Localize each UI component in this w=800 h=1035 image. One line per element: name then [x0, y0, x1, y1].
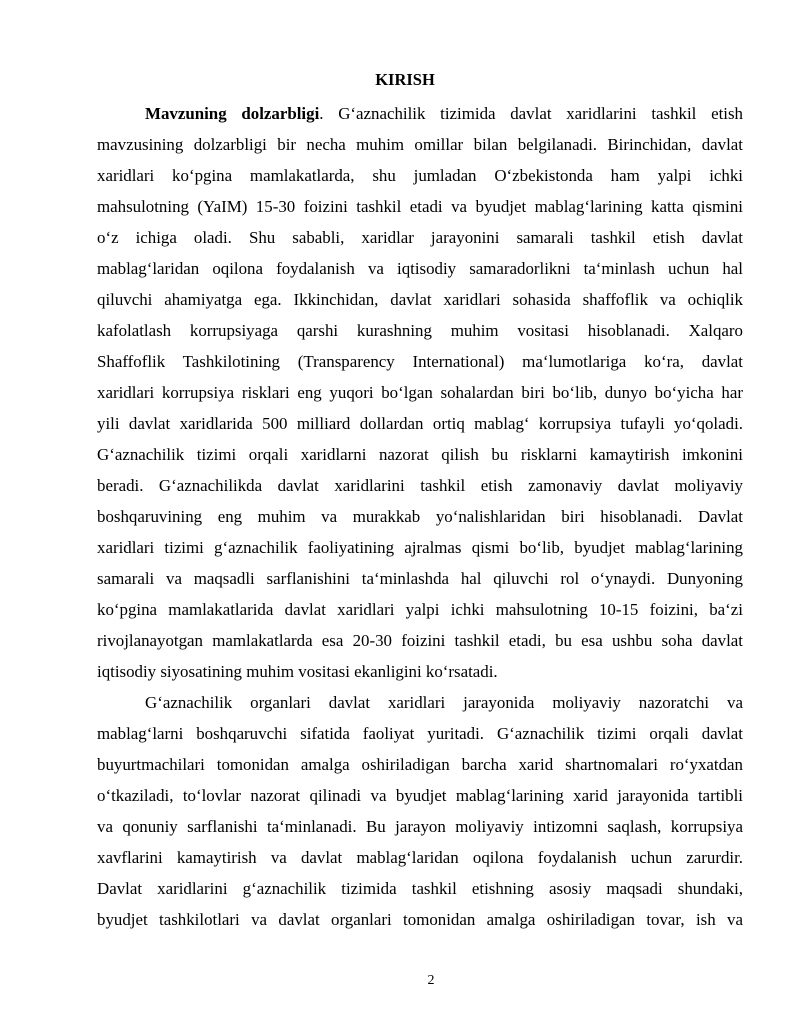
body-text	[97, 98, 743, 935]
paragraph-1-line: xaridlari ko‘pgina mamlakatlarda, shu jumladan O‘zbekistonda ham yalpi ichki	[97, 166, 743, 185]
paragraph-1-line: o‘z ichiga oladi. Shu sababli, xaridlar jarayonini samarali tashkil etish davlat	[97, 228, 743, 247]
paragraph-1-line: mablag‘laridan oqilona foydalanish va iqtisodiy samaradorlikni ta‘minlash uchun hal	[97, 259, 743, 278]
paragraph-2-line: mablag‘larni boshqaruvchi sifatida faoliyat yuritadi. G‘aznachilik tizimi orqali davlat	[97, 724, 743, 743]
lead-term: Mavzuning dolzarbligi	[145, 104, 320, 123]
paragraph-2-line: G‘aznachilik organlari davlat xaridlari jarayonida moliyaviy nazoratchi va	[145, 693, 743, 712]
paragraph-1-line: mahsulotning (YaIM) 15-30 foizini tashkil etadi va byudjet mablag‘larining katta qismini	[97, 197, 743, 216]
paragraph-1-line: kafolatlash korrupsiyaga qarshi kurashning muhim vositasi hisoblanadi. Xalqaro	[97, 321, 743, 340]
paragraph-1-line: rivojlanayotgan mamlakatlarda esa 20-30 foizini tashkil etadi, bu esa ushbu soha davlat	[97, 631, 743, 650]
page-number: 2	[427, 973, 435, 988]
paragraph-1-line: iqtisodiy siyosatining muhim vositasi ekanligini ko‘rsatadi.	[97, 662, 498, 681]
paragraph-1-line: Mavzuning dolzarbligi. G‘aznachilik tizimida davlat xaridlarini tashkil etish	[145, 104, 743, 123]
paragraph-1-line: xaridlari tizimi g‘aznachilik faoliyatining ajralmas qismi bo‘lib, byudjet mablag‘larining	[97, 538, 743, 557]
paragraph-1-line: xaridlari korrupsiya risklari eng yuqori bo‘lgan sohalardan biri bo‘lib, dunyo bo‘yicha har	[97, 383, 743, 402]
section-title: KIRISH	[375, 70, 435, 89]
paragraph-2-line: buyurtmachilari tomonidan amalga oshiriladigan barcha xarid shartnomalari ro‘yxatdan	[97, 755, 743, 774]
paragraph-1-line: samarali va maqsadli sarflanishini ta‘minlashda hal qiluvchi rol o‘ynaydi. Dunyoning	[97, 569, 743, 588]
paragraph-1-line: mavzusining dolzarbligi bir necha muhim omillar bilan belgilanadi. Birinchidan, davlat	[97, 135, 743, 154]
paragraph-1-line: ko‘pgina mamlakatlarida davlat xaridlari yalpi ichki mahsulotning 10-15 foizini, ba‘zi	[97, 600, 743, 619]
paragraph-1-line: Shaffoflik Tashkilotining (Transparency International) ma‘lumotlariga ko‘ra, davlat	[97, 352, 743, 371]
paragraph-1-line: G‘aznachilik tizimi orqali xaridlarni nazorat qilish bu risklarni kamaytirish imkonini	[97, 445, 743, 464]
paragraph-2-line: Davlat xaridlarini g‘aznachilik tizimida tashkil etishning asosiy maqsadi shundaki,	[97, 879, 743, 898]
paragraph-2-line: xavflarini kamaytirish va davlat mablag‘laridan oqilona foydalanish uchun zarurdir.	[97, 848, 743, 867]
paragraph-2-line: o‘tkaziladi, to‘lovlar nazorat qilinadi va byudjet mablag‘larining xarid jarayonida tartibli	[97, 786, 743, 805]
paragraph-2-line: va qonuniy sarflanishi ta‘minlanadi. Bu jarayon moliyaviy intizomni saqlash, korrupsiya	[97, 817, 743, 836]
paragraph-1-line: qiluvchi ahamiyatga ega. Ikkinchidan, davlat xaridlari sohasida shaffoflik va ochiqlik	[97, 290, 743, 309]
paragraph-1-line: boshqaruvining eng muhim va murakkab yo‘nalishlaridan biri hisoblanadi. Davlat	[97, 507, 743, 526]
paragraph-1-line: yili davlat xaridlarida 500 milliard dollardan ortiq mablag‘ korrupsiya tufayli yo‘qoladi.	[97, 414, 743, 433]
paragraph-1-line: beradi. G‘aznachilikda davlat xaridlarini tashkil etish zamonaviy davlat moliyaviy	[97, 476, 743, 495]
paragraph-2-line: byudjet tashkilotlari va davlat organlari tomonidan amalga oshiriladigan tovar, ish va	[97, 910, 743, 929]
